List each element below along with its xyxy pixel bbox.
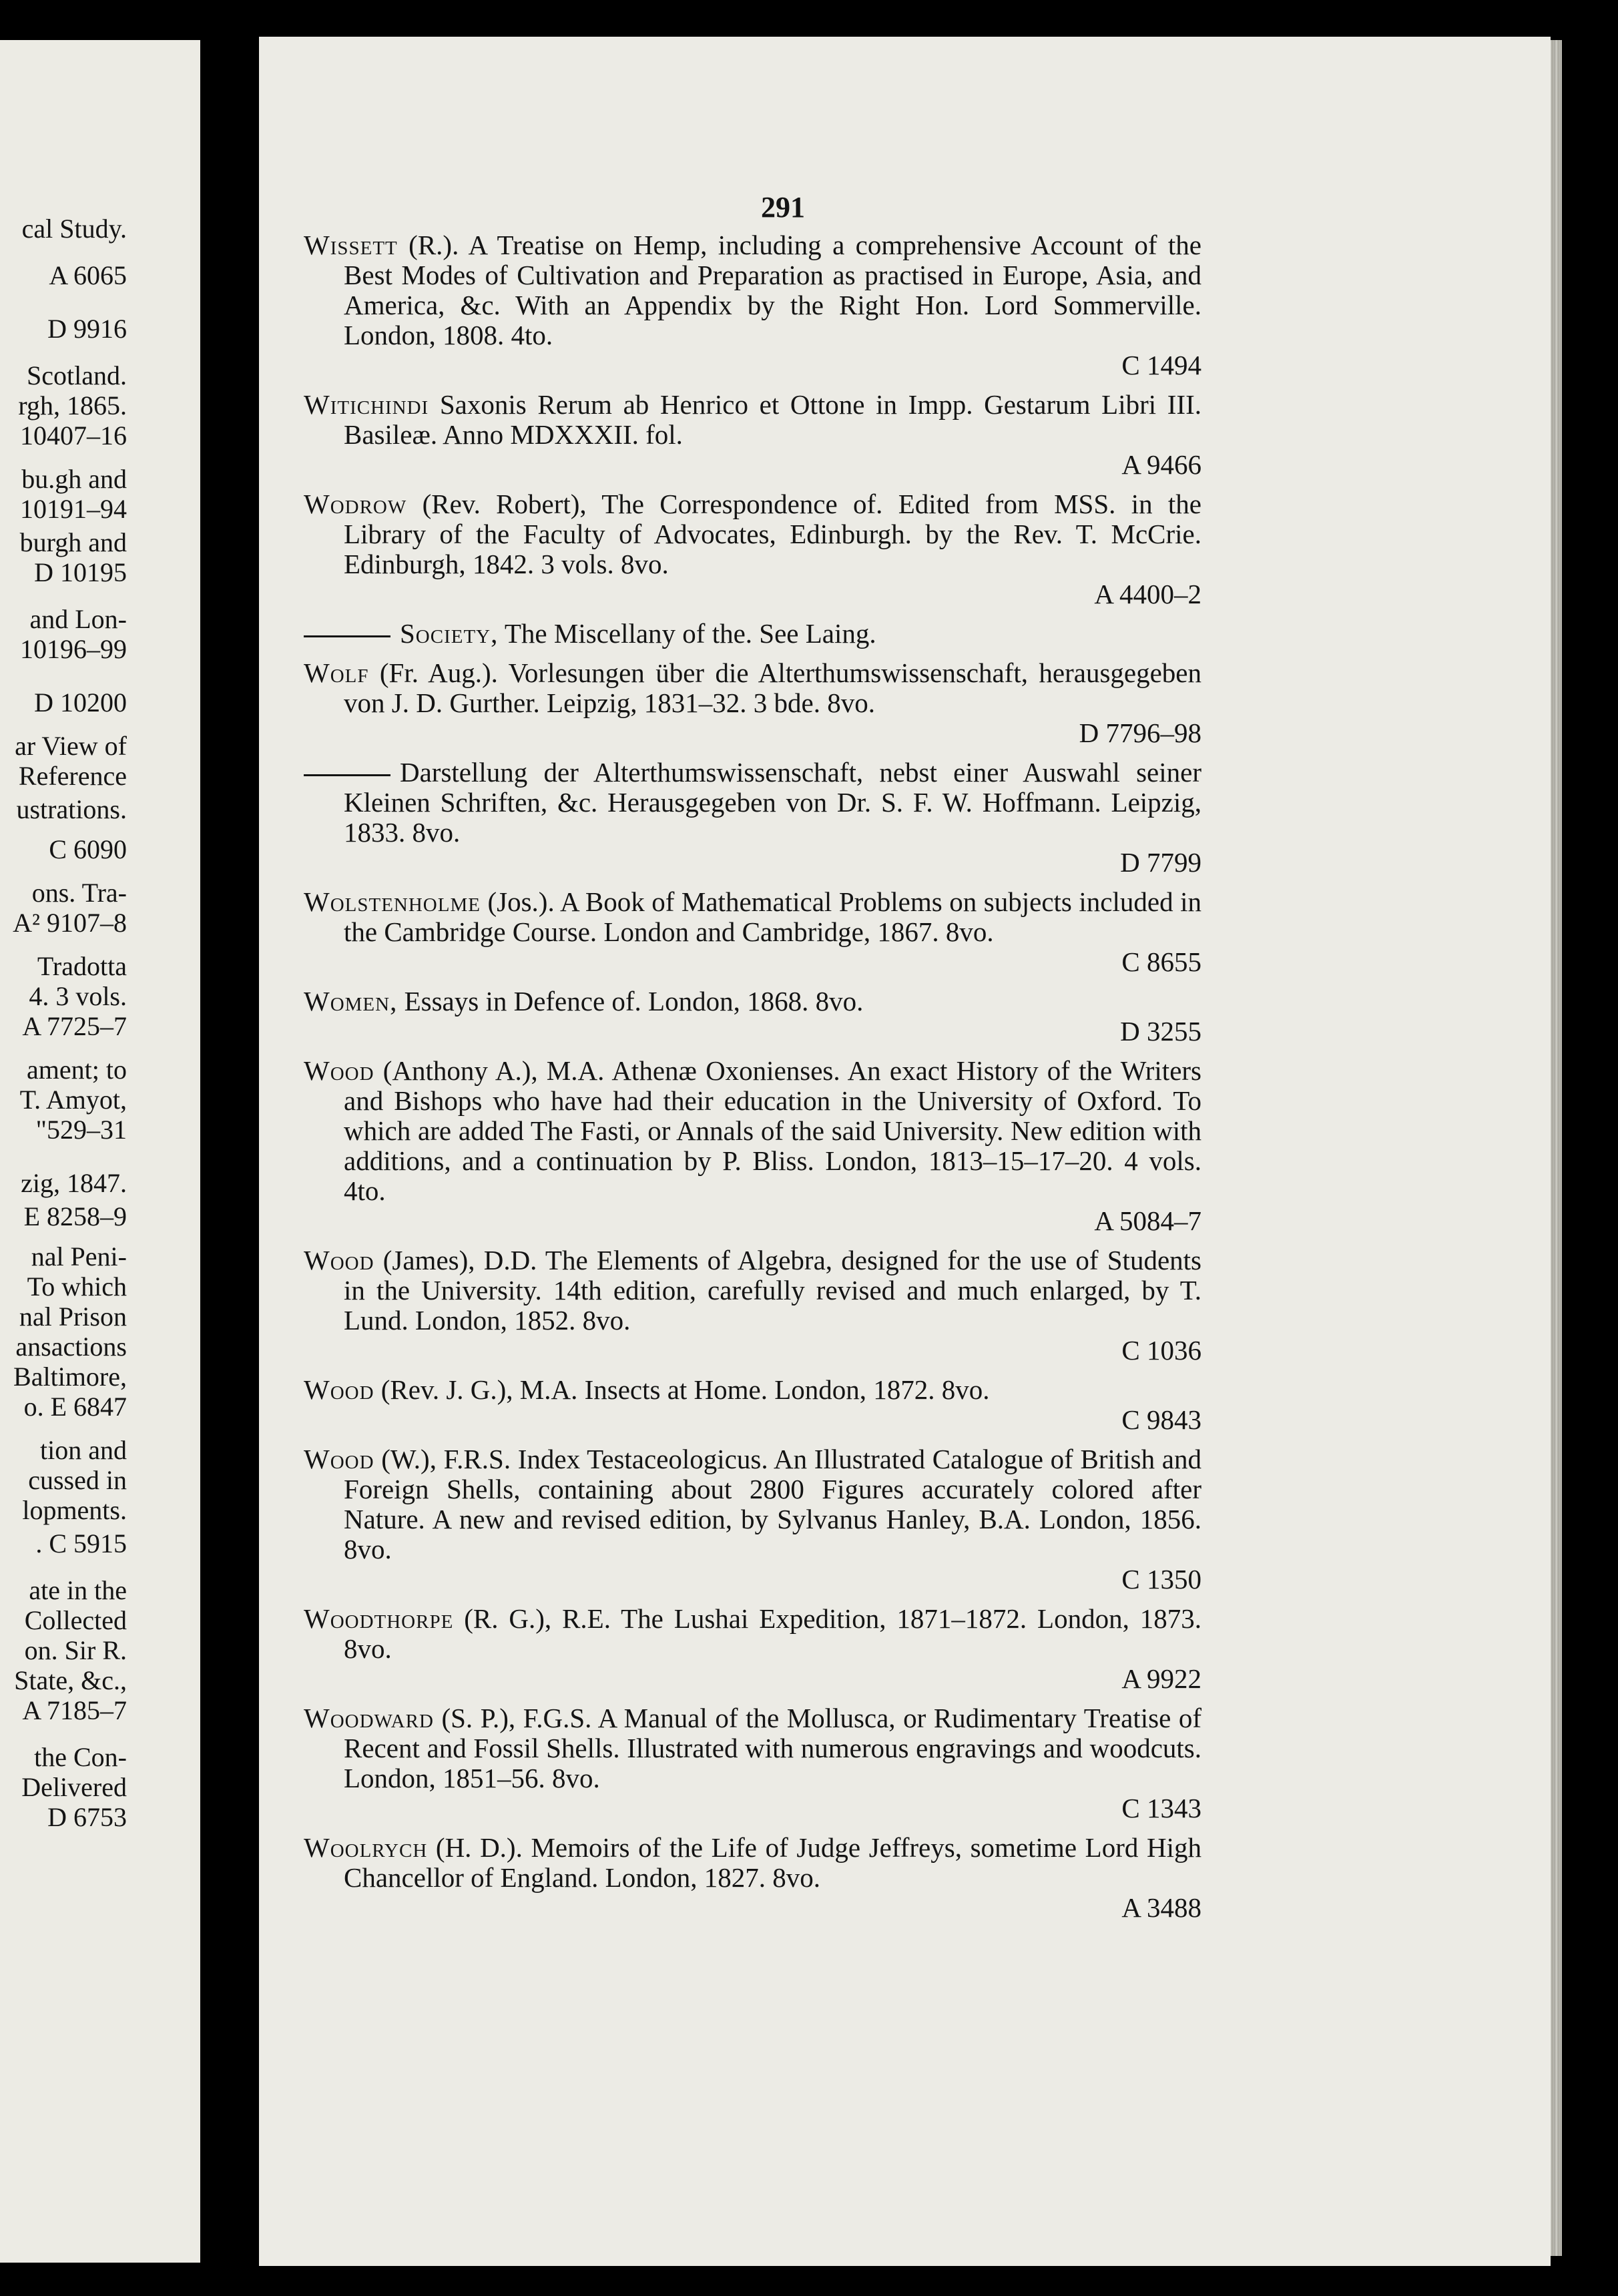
catalogue-entry <box>304 1375 1201 1435</box>
left-page-line: 10191–94 <box>20 494 127 524</box>
left-page-line: cal Study. <box>21 214 127 244</box>
left-page-line: o. E 6847 <box>23 1392 127 1422</box>
entry-heading: Wood <box>304 1374 374 1405</box>
catalogue-entry <box>304 1833 1201 1923</box>
ditto-dash <box>304 635 390 637</box>
left-page-line: Baltimore, <box>13 1362 127 1392</box>
catalogue-entry <box>304 619 1201 649</box>
page-number: 291 <box>761 191 805 224</box>
left-page-line: D 6753 <box>47 1802 127 1832</box>
entry-text: (R. G.), R.E. The Lushai Expedition, 1871–1872. London, 1873. 8vo. <box>344 1603 1201 1664</box>
catalogue-entry <box>304 489 1201 609</box>
left-page-line: nal Prison <box>19 1302 127 1332</box>
left-page-line: 10407–16 <box>20 420 127 451</box>
catalogue-entry <box>304 658 1201 748</box>
shelf-mark: C 9843 <box>1121 1404 1201 1435</box>
entry-text: (James), D.D. The Elements of Algebra, designed for the use of Students in the University. 14th edition, carefully revised and much enlarged, by T. Lund. London, 1852. 8vo. <box>344 1245 1201 1336</box>
catalogue-entry <box>304 1056 1201 1236</box>
shelf-mark: D 3255 <box>1120 1016 1201 1047</box>
left-page-line: D 10195 <box>34 557 127 587</box>
shelf-mark: C 1036 <box>1121 1335 1201 1366</box>
left-page-line: State, &c., <box>14 1665 127 1695</box>
left-page-line: the Con- <box>34 1742 127 1772</box>
left-page-line: 4. 3 vols. <box>29 981 127 1011</box>
left-page-line: zig, 1847. <box>21 1168 127 1198</box>
left-page-line: Collected <box>24 1605 127 1635</box>
left-page-line: on. Sir R. <box>24 1635 127 1665</box>
left-page-line: ansactions <box>15 1332 127 1362</box>
entry-heading: Witichindi <box>304 389 429 420</box>
left-page-line: A 7725–7 <box>22 1011 127 1041</box>
left-page-line: A 6065 <box>49 260 127 290</box>
shelf-mark: D 7799 <box>1120 847 1201 878</box>
left-page-line: ate in the <box>29 1575 127 1605</box>
left-page-line: D 9916 <box>47 314 127 344</box>
left-page-line: ustrations. <box>16 794 127 824</box>
catalogue-entry <box>304 986 1201 1047</box>
entry-heading: Woodward <box>304 1703 434 1733</box>
shelf-mark: C 8655 <box>1121 946 1201 977</box>
left-page-line: ament; to <box>27 1055 127 1085</box>
entry-text: (Jos.). A Book of Mathematical Problems on subjects included in the Cambridge Course. London and Cambridge, 1867. 8vo. <box>344 886 1201 947</box>
left-page-line: "529–31 <box>35 1115 127 1145</box>
entry-text: (S. P.), F.G.S. A Manual of the Mollusca, or Rudimentary Treatise of Recent and Fossil Shells. Illustrated with numerous engravings and woodcuts. London, 1851–56. 8vo. <box>344 1703 1201 1793</box>
entry-text: Essays in Defence of. London, 1868. 8vo. <box>397 986 864 1017</box>
left-page-line: lopments. <box>22 1495 127 1525</box>
left-page-line: Tradotta <box>37 951 127 981</box>
shelf-mark: A 9922 <box>1121 1663 1201 1694</box>
left-page-line: Delivered <box>21 1772 127 1802</box>
entry-text: (Rev. J. G.), M.A. Insects at Home. London, 1872. 8vo. <box>374 1374 990 1405</box>
entry-heading: Woodthorpe <box>304 1603 454 1634</box>
left-page-line: Reference <box>18 761 127 791</box>
left-page-line: T. Amyot, <box>19 1085 127 1115</box>
entry-heading: Wodrow <box>304 489 407 519</box>
entry-text: (W.), F.R.S. Index Testaceologicus. An Illustrated Catalogue of British and Foreign Shells, containing about 2800 Figures accurately colored after Nature. A new and revised edition, by Sylvanus Hanley, B.A. London, 1856. 8vo. <box>344 1444 1201 1564</box>
shelf-mark: C 1350 <box>1121 1564 1201 1595</box>
left-page-line: A² 9107–8 <box>13 908 127 938</box>
left-page-line: . C 5915 <box>35 1528 127 1558</box>
catalogue-entry <box>304 1444 1201 1595</box>
shelf-mark: A 3488 <box>1121 1892 1201 1923</box>
entry-text: (Anthony A.), M.A. Athenæ Oxonienses. An exact History of the Writers and Bishops who have had their education in the University of Oxford. To which are added The Fasti, or Annals of the said University. New edition with additions, and a continuation by P. Bliss. London, 1813–15–17–20. 4 vols. 4to. <box>344 1055 1201 1206</box>
entry-text: Darstellung der Alterthumswissenschaft, nebst einer Auswahl seiner Kleinen Schriften, &c. Herausgegeben von Dr. S. F. W. Hoffmann. Leipzig, 1833. 8vo. <box>344 757 1201 848</box>
entry-text: (Rev. Robert), The Correspondence of. Edited from MSS. in the Library of the Faculty of Advocates, Edinburgh. by the Rev. T. McCrie. Edinburgh, 1842. 3 vols. 8vo. <box>344 489 1201 579</box>
left-page-line: and Lon- <box>29 604 127 634</box>
page-gutter <box>200 0 267 2296</box>
entry-text: Saxonis Rerum ab Henrico et Ottone in Impp. Gestarum Libri III. Basileæ. Anno MDXXXII. fol. <box>344 389 1201 450</box>
left-page-line: D 10200 <box>34 687 127 718</box>
shelf-mark: A 5084–7 <box>1094 1205 1201 1236</box>
shelf-mark: A 9466 <box>1121 449 1201 480</box>
shelf-mark: D 7796–98 <box>1079 718 1201 748</box>
left-page-line: Scotland. <box>27 360 127 390</box>
catalogue-entry <box>304 1245 1201 1366</box>
left-page-line: ons. Tra- <box>31 878 127 908</box>
catalogue-entry <box>304 230 1201 380</box>
entry-heading: Wood <box>304 1444 374 1474</box>
ditto-dash <box>304 774 390 776</box>
left-page <box>0 40 200 2263</box>
shelf-mark: C 1494 <box>1121 350 1201 380</box>
left-page-line: bu.gh and <box>21 464 127 494</box>
entry-heading: Wolstenholme <box>304 886 481 917</box>
left-page-line: cussed in <box>28 1465 127 1495</box>
left-page-line: E 8258–9 <box>23 1201 127 1231</box>
entry-heading: Society, <box>400 618 499 649</box>
entry-text: The Miscellany of the. See Laing. <box>498 618 876 649</box>
shelf-mark: C 1343 <box>1121 1793 1201 1823</box>
shelf-mark: A 4400–2 <box>1094 579 1201 609</box>
left-page-line: nal Peni- <box>31 1241 127 1271</box>
catalogue-entry <box>304 1703 1201 1823</box>
left-page-line: C 6090 <box>49 834 127 864</box>
catalogue-entry <box>304 1604 1201 1694</box>
catalogue-entries <box>304 230 1201 1932</box>
left-page-line: A 7185–7 <box>22 1695 127 1725</box>
entry-text: (R.). A Treatise on Hemp, including a comprehensive Account of the Best Modes of Cultivation and Preparation as practised in Europe, Asia, and America, &c. With an Appendix by the Right Hon. Lord Sommerville. London, 1808. 4to. <box>344 230 1201 350</box>
catalogue-entry <box>304 758 1201 878</box>
entry-heading: Wood <box>304 1055 374 1086</box>
catalogue-entry <box>304 390 1201 480</box>
left-page-line: ar View of <box>15 731 127 761</box>
entry-heading: Wood <box>304 1245 374 1275</box>
left-page-line: To which <box>27 1271 127 1302</box>
entry-heading: Wolf <box>304 657 369 688</box>
catalogue-entry <box>304 887 1201 977</box>
left-page-line: rgh, 1865. <box>18 390 127 420</box>
left-page-line: 10196–99 <box>20 634 127 664</box>
entry-heading: Woolrych <box>304 1832 428 1863</box>
left-page-line: tion and <box>40 1435 127 1465</box>
entry-text: (Fr. Aug.). Vorlesungen über die Alterthumswissenschaft, herausgegeben von J. D. Gurther. Leipzig, 1831–32. 3 bde. 8vo. <box>344 657 1201 718</box>
entry-text: (H. D.). Memoirs of the Life of Judge Jeffreys, sometime Lord High Chancellor of England. London, 1827. 8vo. <box>344 1832 1201 1893</box>
left-page-line: burgh and <box>19 527 127 557</box>
entry-heading: Women, <box>304 986 398 1017</box>
entry-heading: Wissett <box>304 230 398 260</box>
